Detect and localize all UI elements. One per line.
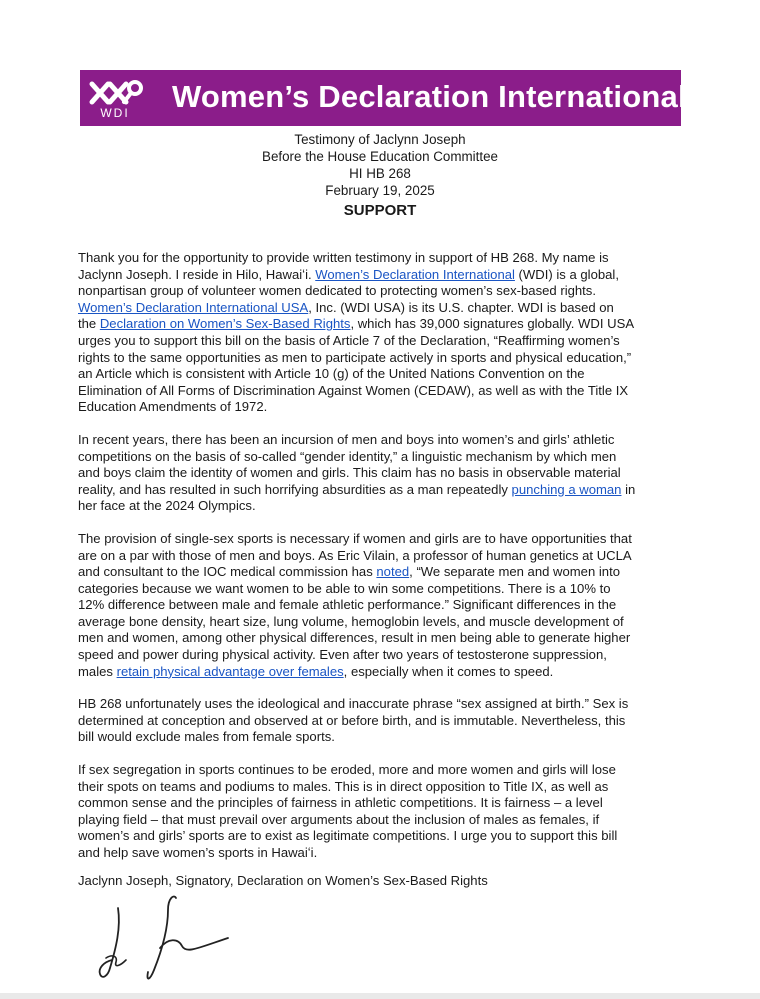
page-bottom-edge (0, 993, 760, 999)
text-span: (WDI) is a global, (514, 266, 619, 282)
testimony-body (78, 250, 684, 878)
paragraph-conclusion (78, 762, 684, 862)
text-line: competitions on the basis of so-called “gender identity,” a linguistic mechanism by which men (78, 448, 617, 464)
text-line (78, 300, 684, 317)
text-line (78, 664, 684, 681)
text-line: urges you to support this bill on the basis of Article 7 of the Declaration, “Reaffirming women’s (78, 332, 620, 348)
declaration-link[interactable]: Declaration on Women’s Sex-Based Rights (99, 316, 351, 332)
text-span: in (621, 481, 636, 497)
text-span: , Inc. (WDI USA) is its U.S. chapter. WDI is based on (308, 299, 614, 315)
wdi-link[interactable]: Women’s Declaration International (315, 266, 515, 282)
text-line: In recent years, there has been an incursion of men and boys into women’s and girls’ athletic (78, 431, 615, 447)
text-line: Thank you for the opportunity to provide written testimony in support of HB 268. My name is (78, 250, 609, 265)
text-line: men and women, among other physical differences, result in men being able to generate higher (78, 630, 631, 646)
text-line: an Article which is consistent with Article 10 (g) of the United Nations Convention on the (78, 366, 585, 382)
text-span: males (78, 663, 117, 679)
punching-a-woman-link[interactable]: punching a woman (511, 481, 622, 497)
text-line: If sex segregation in sports continues to be eroded, more and more women and girls will lose (78, 762, 616, 778)
text-line: Education Amendments of 1972. (78, 399, 268, 415)
text-span: the (78, 316, 100, 332)
text-line (78, 482, 684, 499)
bill-number: HI HB 268 (349, 166, 411, 181)
physical-advantage-link[interactable]: retain physical advantage over females (116, 663, 344, 679)
testimony-title: Testimony of Jaclynn Joseph (294, 132, 466, 147)
text-line: 12% difference between male and female athletic performance.” Significant differences in the (78, 597, 617, 613)
paragraph-sex-assigned (78, 696, 684, 746)
paragraph-single-sex-sports (78, 531, 684, 680)
text-line: determined at conception and observed at or before birth, and is immutable. Nevertheless, this (78, 712, 626, 728)
logo-text: WDI (100, 106, 130, 120)
text-span: , which has 39,000 signatures globally. WDI USA (350, 316, 635, 332)
signatory-line: Jaclynn Joseph, Signatory, Declaration on Women’s Sex-Based Rights (78, 873, 488, 888)
text-line: her face at the 2024 Olympics. (78, 498, 256, 514)
text-line (78, 267, 684, 284)
handwritten-signature (88, 888, 238, 988)
paragraph-introduction (78, 250, 684, 416)
text-span: Jaclynn Joseph. I reside in Hilo, Hawaiʻi. (78, 266, 316, 282)
committee-line: Before the House Education Committee (262, 149, 498, 164)
text-line: Elimination of All Forms of Discrimination Against Women (CEDAW), as well as with the Title IX (78, 382, 629, 398)
text-span: and consultant to the IOC medical commission has (78, 564, 377, 580)
text-line: speed and power during physical activity. Even after two years of testosterone suppression, (78, 647, 607, 663)
text-line: HB 268 unfortunately uses the ideological and inaccurate phrase “sex assigned at birth.” Sex is (78, 696, 629, 712)
noted-link[interactable]: noted (376, 564, 410, 580)
text-line: are on a par with those of men and boys. As Eric Vilain, a professor of human genetics at UCLA (78, 547, 632, 563)
text-line: common sense and the principles of fairness in athletic competitions. It is fairness – a level (78, 795, 603, 811)
text-line: and help save women’s sports in Hawaiʻi. (78, 845, 318, 860)
position-label: SUPPORT (343, 202, 417, 219)
text-line (78, 316, 684, 333)
text-line: The provision of single-sex sports is necessary if women and girls are to have opportunities that (78, 530, 632, 546)
text-span: , especially when it comes to speed. (343, 663, 554, 679)
text-line: women’s and girls’ sports are to exist as legitimate competitions. I urge you to support this bill (78, 828, 618, 844)
text-line (78, 564, 684, 581)
text-line: average bone density, heart size, lung volume, hemoglobin levels, and muscle development of (78, 613, 624, 629)
wdi-usa-link[interactable]: Women’s Declaration International USA (78, 299, 309, 315)
text-span: reality, and has resulted in such horrifying absurdities as a man repeatedly (78, 481, 512, 497)
text-line: categories because we want women to be able to win some competitions. There is a 10% to (78, 580, 611, 596)
paragraph-gender-identity (78, 432, 684, 515)
text-line: rights to the same opportunities as men to participate actively in sports and physical education,” (78, 349, 632, 365)
text-line: nonpartisan group of volunteer women dedicated to protecting women’s sex-based rights. (78, 283, 596, 299)
text-line: playing field – that must prevail over arguments about the inclusion of males as females, if (78, 811, 600, 827)
text-line: and boys claim the identity of women and girls. This claim has no basis in observable material (78, 465, 621, 481)
text-line: their spots on teams and podiums to males. This is in direct opposition to Title IX, as well as (78, 778, 609, 794)
organization-title: Women’s Declaration International (172, 79, 687, 114)
header-banner (80, 70, 687, 126)
text-line: bill would exclude males from female sports. (78, 729, 335, 745)
testimony-header (0, 131, 760, 219)
testimony-date: February 19, 2025 (325, 183, 435, 198)
text-span: , “We separate men and women into (409, 564, 620, 580)
